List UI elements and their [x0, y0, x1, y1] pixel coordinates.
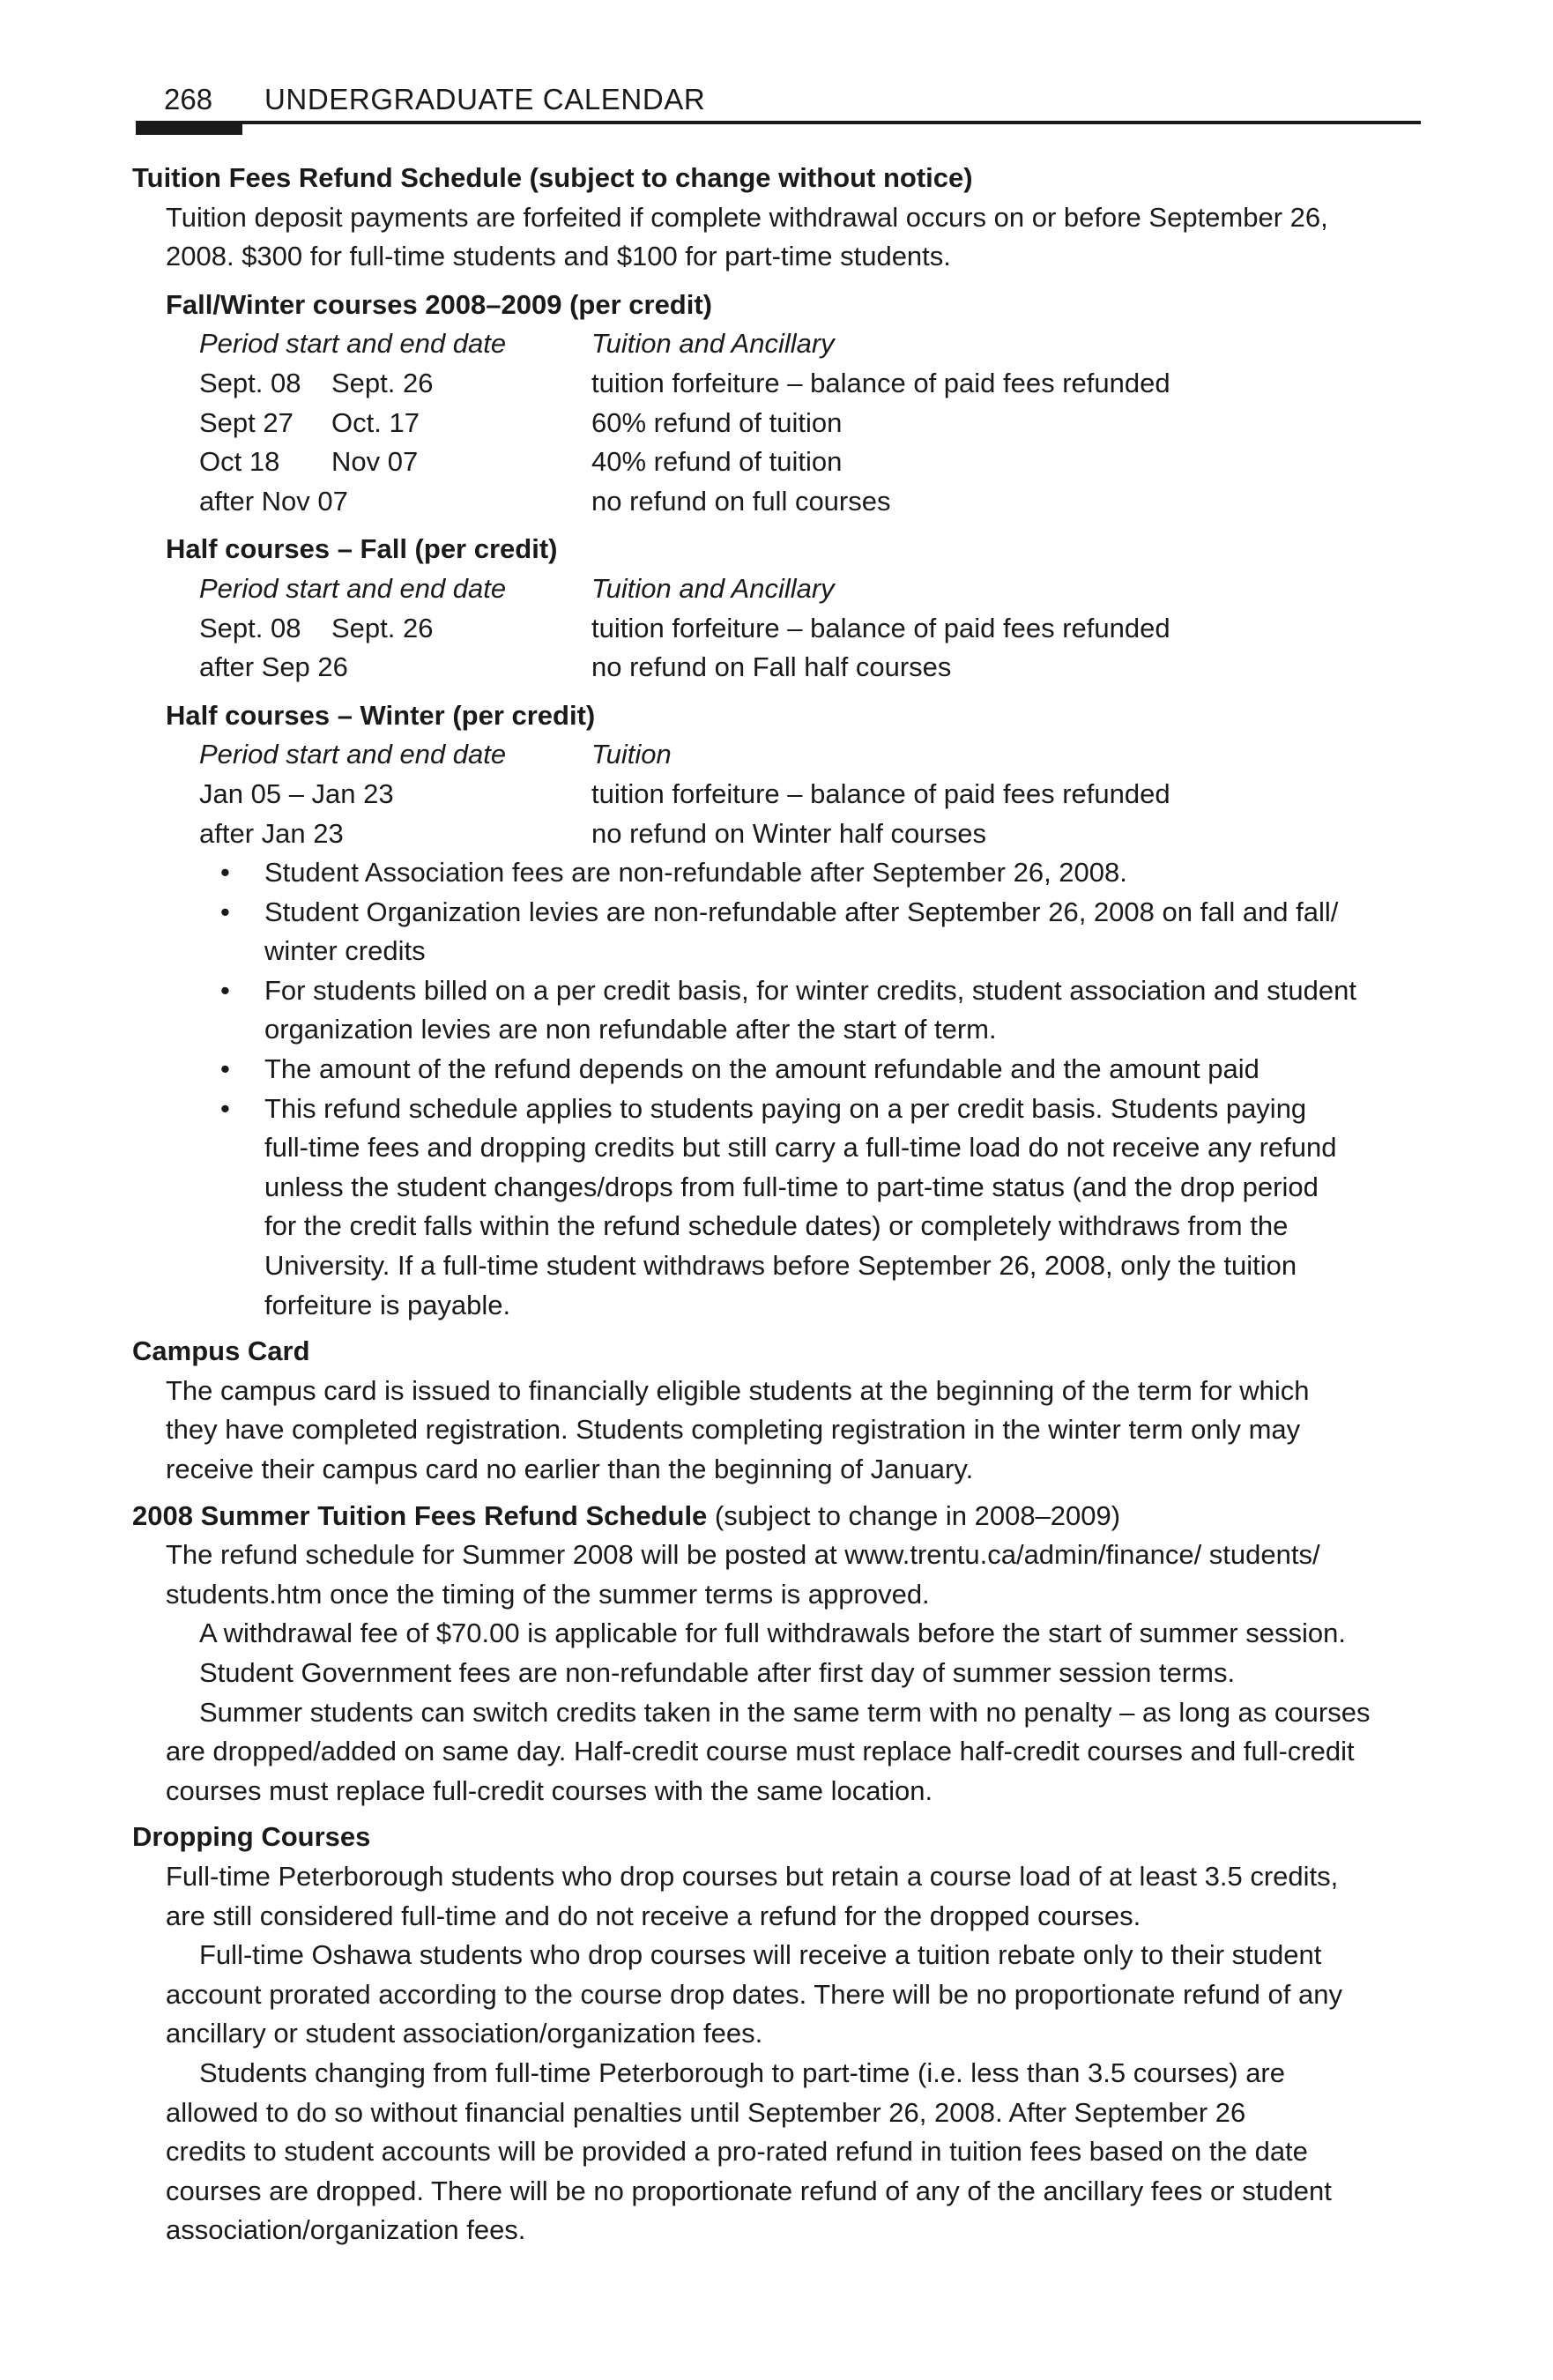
refund-text: 40% refund of tuition	[591, 446, 843, 478]
paragraph-line: courses must replace full-credit courses with the same location.	[166, 1774, 933, 1806]
paragraph-line: Full-time Peterborough students who drop courses but retain a course load of at least 3.5 credits,	[166, 1860, 1339, 1892]
list-item-line: University. If a full-time student withdraws before September 26, 2008, only the tuition	[264, 1250, 1297, 1282]
fall-winter-heading: Fall/Winter courses 2008–2009 (per credit)	[166, 288, 712, 320]
refund-text: 60% refund of tuition	[591, 406, 843, 438]
list-item	[132, 853, 1428, 893]
half-winter-schedule	[132, 735, 1428, 853]
paragraph-line: ancillary or student association/organization fees.	[166, 2018, 763, 2049]
header-rule	[136, 121, 1421, 124]
list-item-line: The amount of the refund depends on the amount refundable and the amount paid	[264, 1053, 1259, 1085]
column-period: Period start and end date	[199, 328, 507, 360]
paragraph-line: Full-time Oshawa students who drop courses will receive a tuition rebate only to their student	[199, 1939, 1322, 1971]
campus-card-section	[132, 1332, 1428, 1489]
refund-notes-list	[132, 853, 1428, 1325]
list-item-line: unless the student changes/drops from full-time to part-time status (and the drop period	[264, 1171, 1319, 1202]
bullet-icon: •	[220, 1092, 230, 1124]
half-winter-heading: Half courses – Winter (per credit)	[166, 699, 596, 731]
schedule-header-row	[132, 324, 1428, 364]
header-tab-bar	[136, 121, 242, 135]
period-text: after Sep 26	[199, 651, 348, 683]
list-item-line: for the credit falls within the refund schedule dates) or completely withdraws from the	[264, 1210, 1289, 1242]
schedule-row	[132, 609, 1428, 649]
list-item	[132, 1050, 1428, 1090]
period-text: Jan 05 – Jan 23	[199, 777, 394, 809]
schedule-row	[132, 648, 1428, 688]
refund-text: tuition forfeiture – balance of paid fees refunded	[591, 367, 1170, 398]
schedule-row	[132, 775, 1428, 814]
summer-heading-note: (subject to change in 2008–2009)	[707, 1499, 1121, 1531]
period-start: Oct 18	[199, 446, 280, 478]
column-tuition: Tuition	[591, 739, 672, 770]
schedule-row	[132, 814, 1428, 854]
refund-text: tuition forfeiture – balance of paid fees refunded	[591, 612, 1170, 643]
paragraph-line: Summer students can switch credits taken in the same term with no penalty – as long as courses	[199, 1696, 1371, 1728]
schedule-header-row	[132, 735, 1428, 775]
paragraph-line: A withdrawal fee of $70.00 is applicable for full withdrawals before the start of summer session.	[199, 1618, 1346, 1649]
summer-heading-bold: 2008 Summer Tuition Fees Refund Schedule	[132, 1499, 708, 1531]
period-start: Sept 27	[199, 406, 294, 438]
list-item-line: organization levies are non refundable after the start of term.	[264, 1014, 997, 1045]
paragraph-line: account prorated according to the course drop dates. There will be no proportionate refund of any	[166, 1978, 1342, 2010]
bullet-icon: •	[220, 896, 230, 927]
paragraph-line: The refund schedule for Summer 2008 will be posted at www.trentu.ca/admin/finance/ students/	[166, 1539, 1320, 1571]
half-fall-heading: Half courses – Fall (per credit)	[166, 533, 558, 565]
paragraph-line: they have completed registration. Students completing registration in the winter term only may	[166, 1414, 1301, 1446]
refund-text: no refund on Fall half courses	[591, 651, 952, 683]
paragraph-line: Students changing from full-time Peterborough to part-time (i.e. less than 3.5 courses) are	[199, 2056, 1285, 2088]
list-item-line: For students billed on a per credit basis, for winter credits, student association and student	[264, 974, 1356, 1006]
campus-card-heading: Campus Card	[132, 1335, 310, 1367]
list-item-line: winter credits	[264, 935, 426, 967]
schedule-header-row	[132, 569, 1428, 609]
paragraph-line: association/organization fees.	[166, 2214, 526, 2246]
list-item	[132, 893, 1428, 971]
paragraph-line: allowed to do so without financial penalties until September 26, 2008. After September 26	[166, 2096, 1246, 2128]
schedule-row	[132, 404, 1428, 443]
paragraph-line: courses are dropped. There will be no proportionate refund of any of the ancillary fees or student	[166, 2175, 1332, 2206]
paragraph-line: credits to student accounts will be provided a pro-rated refund in tuition fees based on the date	[166, 2136, 1308, 2168]
schedule-row	[132, 443, 1428, 482]
refund-text: tuition forfeiture – balance of paid fees refunded	[591, 777, 1170, 809]
fall-winter-schedule	[132, 324, 1428, 521]
period-text: after Nov 07	[199, 485, 348, 517]
tuition-refund-heading: Tuition Fees Refund Schedule (subject to change without notice)	[132, 162, 973, 193]
period-end: Oct. 17	[331, 406, 420, 438]
refund-text: no refund on full courses	[591, 485, 891, 517]
column-period: Period start and end date	[199, 572, 507, 604]
period-end: Nov 07	[331, 446, 419, 478]
period-start: Sept. 08	[199, 612, 301, 643]
period-start: Sept. 08	[199, 367, 301, 398]
period-text: after Jan 23	[199, 817, 344, 849]
summer-refund-section	[132, 1497, 1428, 1811]
paragraph-line: students.htm once the timing of the summer terms is approved.	[166, 1578, 930, 1610]
bullet-icon: •	[220, 974, 230, 1006]
paragraph-line: The campus card is issued to financially eligible students at the beginning of the term for which	[166, 1374, 1310, 1406]
running-title: UNDERGRADUATE CALENDAR	[264, 83, 706, 115]
bullet-icon: •	[220, 857, 230, 889]
paragraph-line: Student Government fees are non-refundable after first day of summer session terms.	[199, 1656, 1236, 1688]
paragraph-line: receive their campus card no earlier than the beginning of January.	[166, 1454, 974, 1484]
bullet-icon: •	[220, 1053, 230, 1085]
page-content	[132, 159, 1428, 2250]
period-end: Sept. 26	[331, 367, 434, 398]
schedule-row	[132, 482, 1428, 522]
column-tuition: Tuition and Ancillary	[591, 572, 835, 604]
tuition-intro-line: Tuition deposit payments are forfeited if complete withdrawal occurs on or before September 26,	[166, 201, 1328, 233]
list-item-line: Student Organization levies are non-refundable after September 26, 2008 on fall and fall/	[264, 896, 1339, 927]
schedule-row	[132, 364, 1428, 404]
column-tuition: Tuition and Ancillary	[591, 328, 835, 360]
column-period: Period start and end date	[199, 739, 507, 770]
paragraph-line: are still considered full-time and do not receive a refund for the dropped courses.	[166, 1900, 1141, 1931]
period-end: Sept. 26	[331, 612, 434, 643]
list-item-line: Student Association fees are non-refundable after September 26, 2008.	[264, 857, 1127, 889]
half-fall-schedule	[132, 569, 1428, 688]
list-item-line: This refund schedule applies to students paying on a per credit basis. Students paying	[264, 1092, 1307, 1124]
running-header	[0, 0, 1553, 141]
list-item	[132, 1090, 1428, 1326]
dropping-courses-heading: Dropping Courses	[132, 1821, 371, 1853]
dropping-courses-section	[132, 1818, 1428, 2250]
list-item-line: full-time fees and dropping credits but still carry a full-time load do not receive any refund	[264, 1132, 1337, 1164]
list-item	[132, 971, 1428, 1050]
tuition-intro-line: 2008. $300 for full-time students and $100 for part-time students.	[166, 241, 951, 272]
list-item-line: forfeiture is payable.	[264, 1289, 511, 1320]
paragraph-line: are dropped/added on same day. Half-credit course must replace half-credit courses and full-credit	[166, 1736, 1355, 1767]
page-number: 268	[164, 83, 213, 115]
refund-text: no refund on Winter half courses	[591, 817, 987, 849]
summer-refund-heading	[132, 1497, 1428, 1536]
